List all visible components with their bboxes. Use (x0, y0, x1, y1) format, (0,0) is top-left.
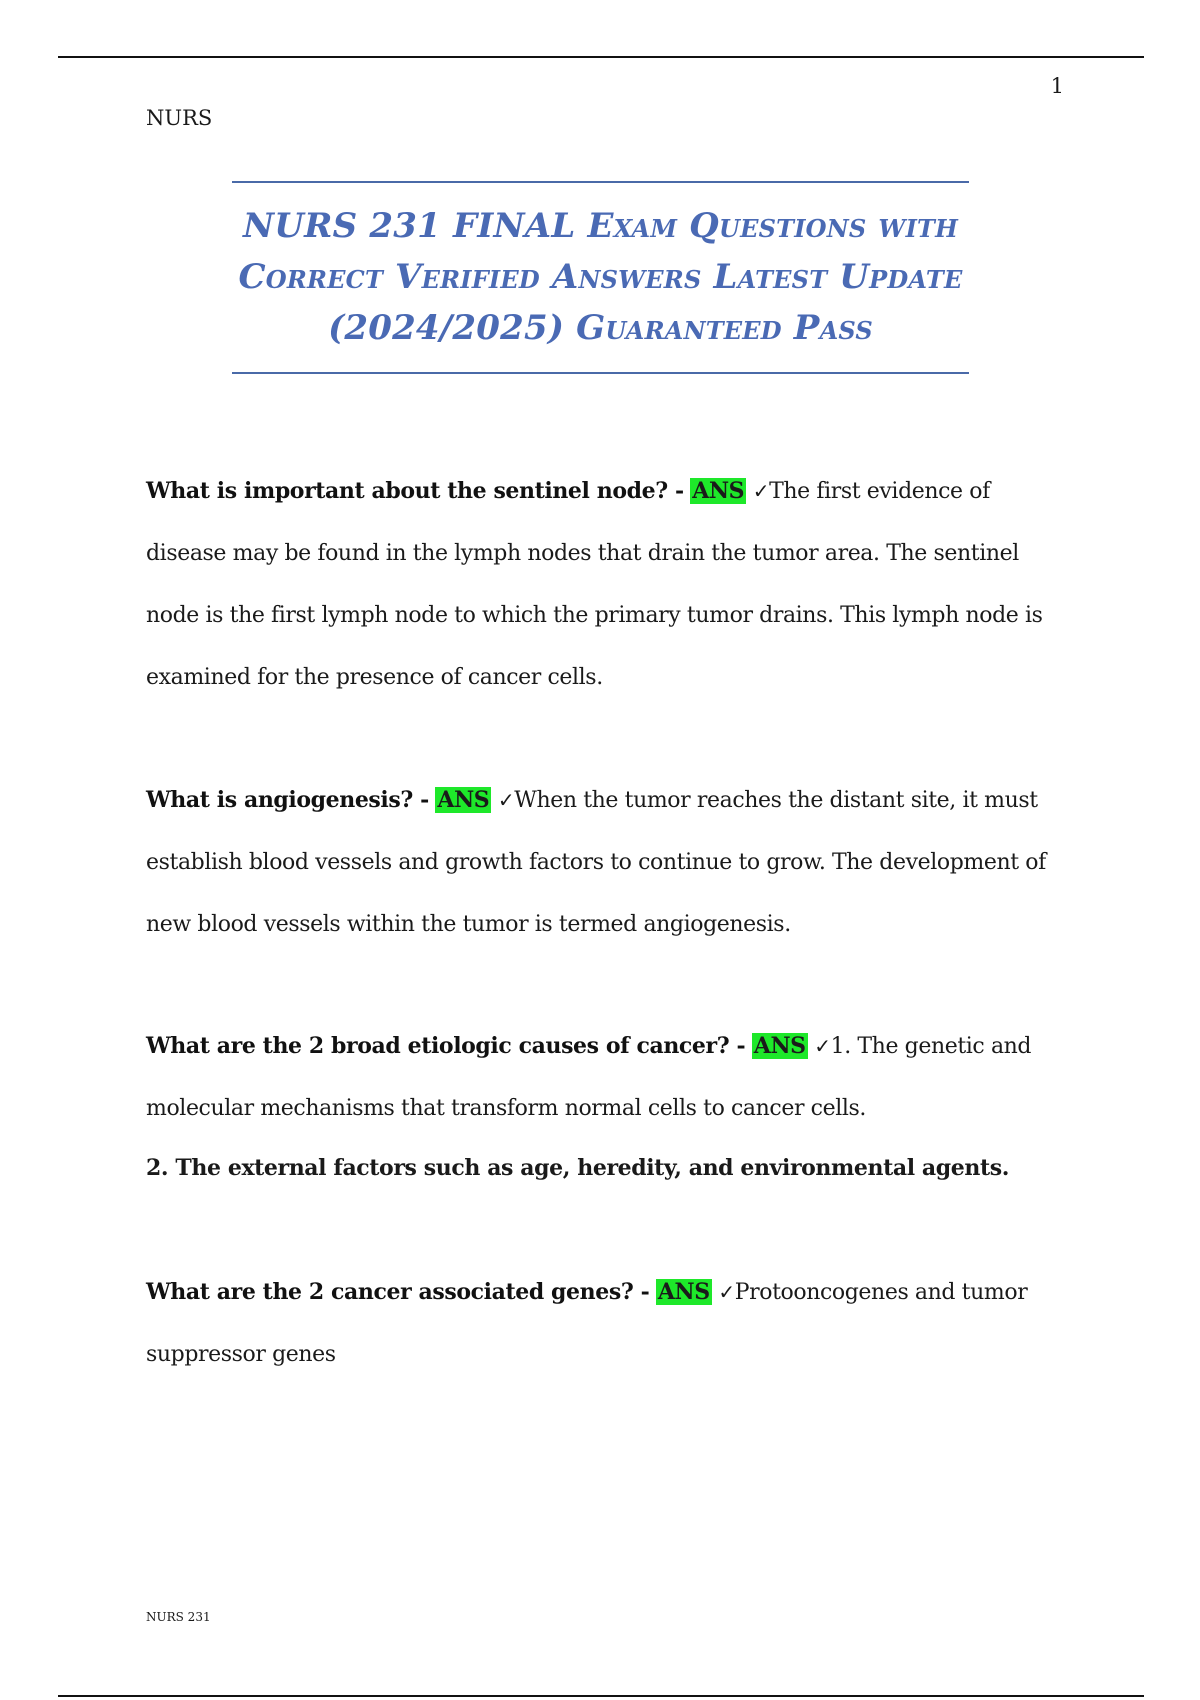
qa-item-2 (146, 769, 1058, 956)
check-icon: ✓ (497, 788, 515, 812)
answer-point-2: 2. The external factors such as age, heredity, and environmental agents. (146, 1155, 1009, 1181)
ans-badge: ANS (657, 1279, 710, 1305)
check-icon: ✓ (814, 1034, 831, 1058)
question-text: What is important about the sentinel node? - (146, 478, 684, 504)
qa-item-3 (146, 1015, 1058, 1140)
question-text: What are the 2 broad etiologic causes of cancer? - (146, 1033, 746, 1059)
page-number: 1 (1050, 74, 1064, 98)
answer-text: Protooncogenes and tumor suppressor genes (146, 1280, 1028, 1367)
footer-label: NURS 231 (146, 1610, 211, 1624)
question-text: What is angiogenesis? - (146, 787, 429, 813)
page-top-rule (58, 56, 1144, 58)
answer-text: 1. The genetic and molecular mechanisms that transform normal cells to cancer cells. (146, 1034, 1032, 1121)
answer-text: The first evidence of disease may be found in the lymph nodes that drain the tumor area. The sentinel node is the first lymph node to which the primary tumor drains. This lymph node is examined for the presence of cancer cells. (146, 479, 1043, 690)
ans-badge: ANS (753, 1033, 806, 1059)
document-title-block (232, 181, 969, 374)
document-title: NURS 231 FINAL Exam Questions with Correct Verified Answers Latest Update (2024/2025) Guaranteed Pass (238, 206, 963, 348)
page-bottom-rule (58, 1695, 1144, 1697)
check-icon: ✓ (752, 479, 770, 503)
header-label: NURS (146, 106, 213, 130)
qa-item-1 (146, 460, 1058, 709)
check-icon: ✓ (718, 1280, 735, 1304)
answer-text: When the tumor reaches the distant site, it must establish blood vessels and growth factors to continue to grow. The development of new blood vessels within the tumor is termed angiogenesis. (146, 788, 1046, 937)
ans-badge: ANS (437, 787, 490, 813)
qa-item-4 (146, 1261, 1058, 1386)
ans-badge: ANS (692, 478, 745, 504)
question-text: What are the 2 cancer associated genes? - (146, 1279, 650, 1305)
